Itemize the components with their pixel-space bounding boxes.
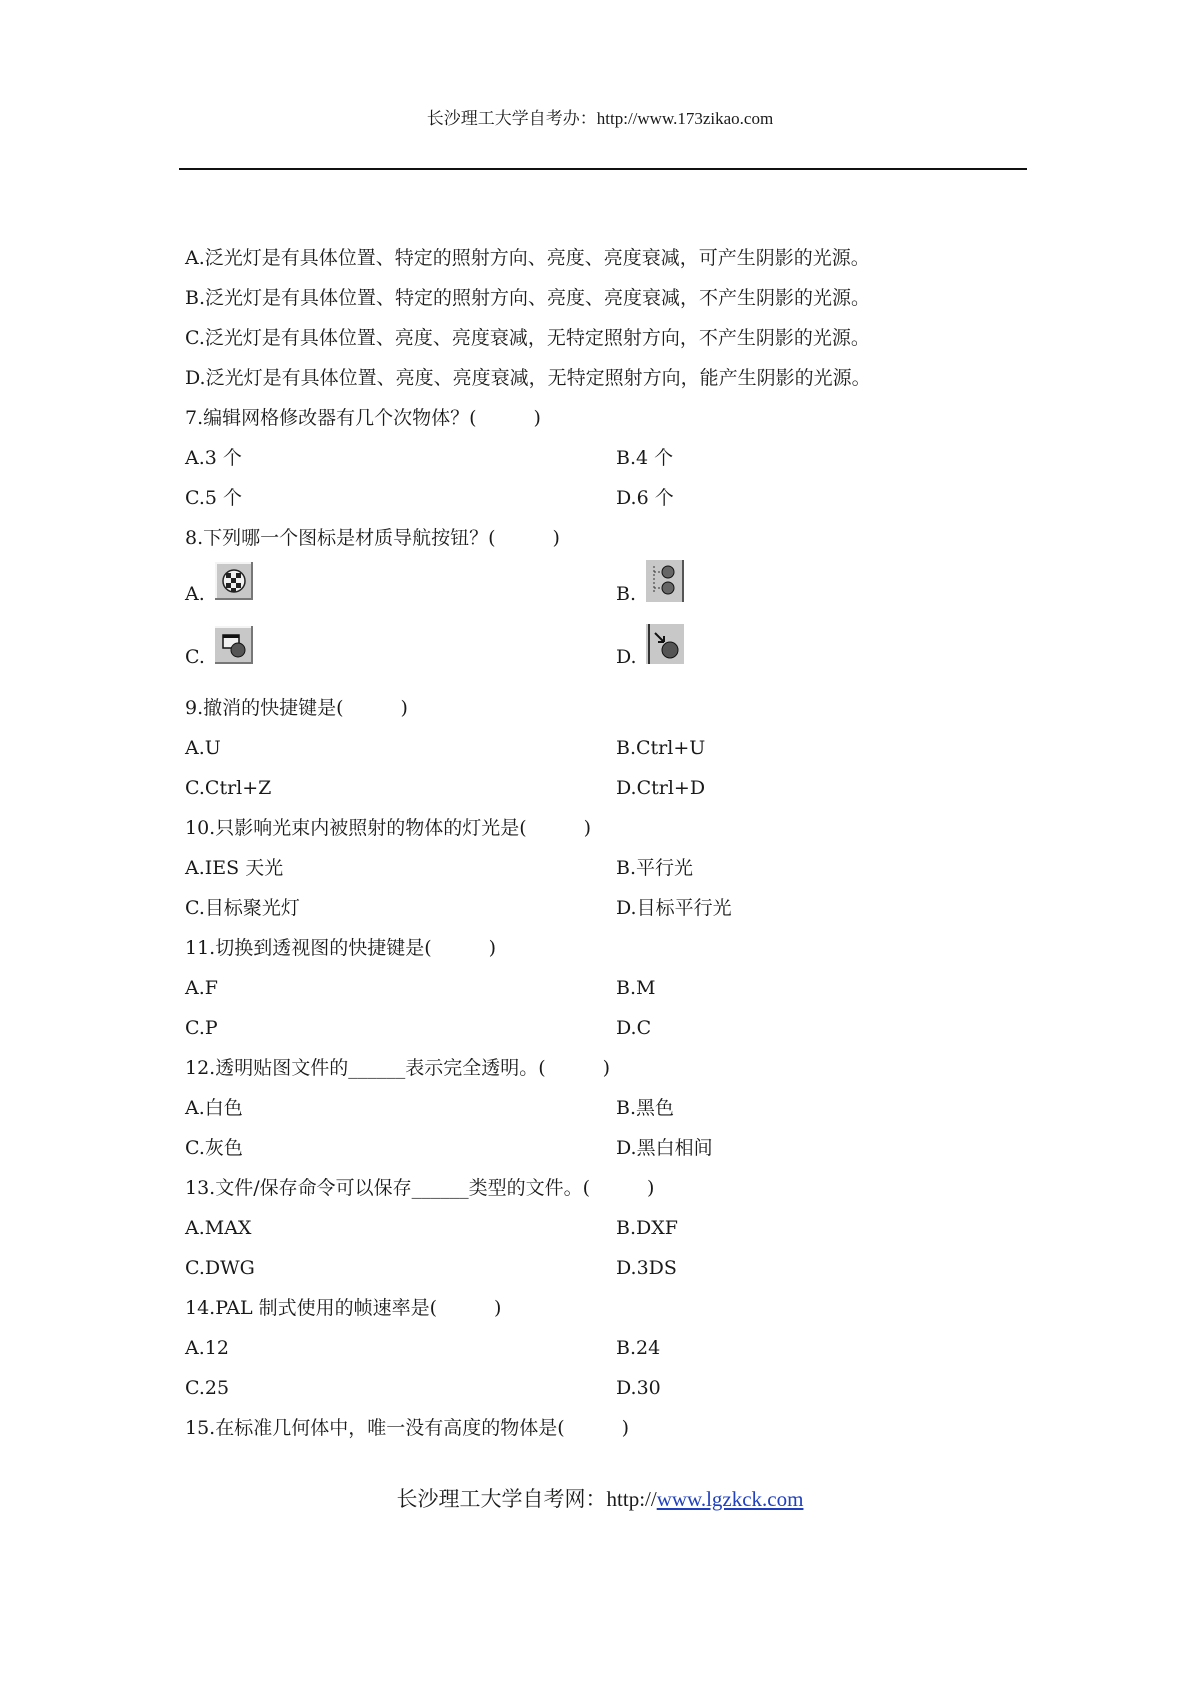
q9-option-d: D.Ctrl+D: [616, 777, 706, 799]
header-rule: [179, 168, 1027, 170]
q6-option-c: C.泛光灯是有具体位置、亮度、亮度衰减，无特定照射方向，不产生阴影的光源。: [185, 327, 870, 349]
page-footer: [0, 1483, 1200, 1513]
q10-option-a: A.IES 天光: [185, 857, 284, 879]
q8-option-b: B.: [616, 583, 637, 605]
q9-option-a: A.U: [185, 737, 221, 759]
q14-option-b: B.24: [616, 1337, 661, 1359]
q10-option-c: C.目标聚光灯: [185, 897, 300, 919]
q11-option-a: A.F: [185, 977, 218, 999]
q9-option-c: C.Ctrl+Z: [185, 777, 272, 799]
q13-option-c: C.DWG: [185, 1257, 255, 1279]
q12-option-b: B.黑色: [616, 1097, 675, 1119]
q10-question: 10.只影响光束内被照射的物体的灯光是( ): [185, 817, 592, 839]
q11-question: 11.切换到透视图的快捷键是( ): [185, 937, 497, 959]
q13-option-b: B.DXF: [616, 1217, 678, 1239]
q7-option-d: D.6 个: [616, 487, 674, 509]
q13-question: 13.文件/保存命令可以保存______类型的文件。( ): [185, 1177, 655, 1199]
q11-option-b: B.M: [616, 977, 656, 999]
q7-option-a: A.3 个: [185, 447, 242, 469]
q6-option-a: A.泛光灯是有具体位置、特定的照射方向、亮度、亮度衰减，可产生阴影的光源。: [185, 247, 870, 269]
q10-option-b: B.平行光: [616, 857, 694, 879]
q9-question: 9.撤消的快捷键是( ): [185, 697, 408, 719]
q6-option-d: D.泛光灯是有具体位置、亮度、亮度衰减，无特定照射方向，能产生阴影的光源。: [185, 367, 871, 389]
q14-option-c: C.25: [185, 1377, 230, 1399]
q12-option-c: C.灰色: [185, 1137, 243, 1159]
q8-option-a: A.: [185, 583, 205, 605]
q11-option-d: D.C: [616, 1017, 652, 1039]
q8-option-d: D.: [616, 646, 637, 668]
q8-question: 8.下列哪一个图标是材质导航按钮？( ): [185, 527, 560, 549]
q7-option-b: B.4 个: [616, 447, 674, 469]
material-editor-window-icon: [215, 626, 253, 664]
q14-question: 14.PAL 制式使用的帧速率是( ): [185, 1297, 502, 1319]
q13-option-d: D.3DS: [616, 1257, 677, 1279]
q15-question: 15.在标准几何体中，唯一没有高度的物体是( ): [185, 1417, 630, 1439]
q14-option-d: D.30: [616, 1377, 661, 1399]
q12-option-d: D.黑白相间: [616, 1137, 713, 1159]
material-sphere-icon: [215, 562, 253, 600]
q9-option-b: B.Ctrl+U: [616, 737, 706, 759]
q13-option-a: A.MAX: [185, 1217, 252, 1239]
q7-question: 7.编辑网格修改器有几个次物体？( ): [185, 407, 541, 429]
q14-option-a: A.12: [185, 1337, 229, 1359]
q8-option-c: C.: [185, 646, 205, 668]
q11-option-c: C.P: [185, 1017, 218, 1039]
material-navigator-icon: [646, 624, 684, 664]
q12-option-a: A.白色: [185, 1097, 243, 1119]
footer-link[interactable]: www.lgzkck.com: [656, 1487, 804, 1511]
q6-option-b: B.泛光灯是有具体位置、特定的照射方向、亮度、亮度衰减，不产生阴影的光源。: [185, 287, 871, 309]
material-tree-icon: [646, 560, 684, 602]
q10-option-d: D.目标平行光: [616, 897, 732, 919]
q7-option-c: C.5 个: [185, 487, 243, 509]
q12-question: 12.透明贴图文件的______表示完全透明。( ): [185, 1057, 611, 1079]
page-header: 长沙理工大学自考办：http://www.173zikao.com: [426, 109, 774, 128]
footer-text: 长沙理工大学自考网：http://: [396, 1487, 657, 1511]
